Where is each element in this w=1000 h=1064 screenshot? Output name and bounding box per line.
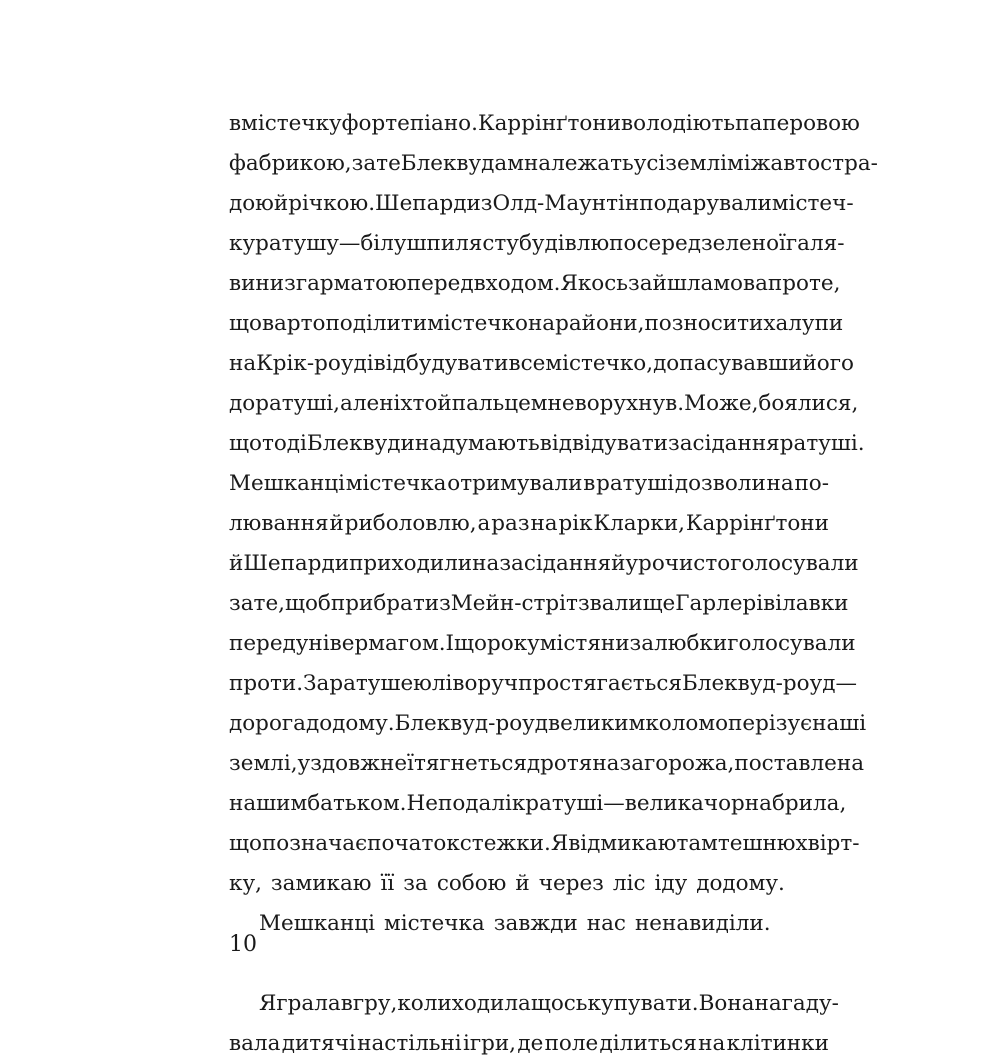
text-line: перед універмагом. І щороку містяни залюбки голосували (229, 631, 856, 656)
text-line: вини з гарматою перед входом. Якось зайшла мова про те, (229, 271, 841, 296)
text-line: нашим батьком. Неподалік ратуші — велика чорна брила, (229, 791, 847, 816)
text-line: лювання й риболовлю, а раз на рік Кларки, Каррінґтони (229, 511, 829, 536)
text-line: дорога додому. Блеквуд-роуд великим колом оперізує наші (229, 711, 867, 736)
text-line: що варто поділити містечко на райони, позносити халупи (229, 311, 844, 336)
text-line: що тоді Блеквуди надумають відвідувати засідання ратуші. (229, 431, 865, 456)
text-line: Я грала в гру, коли ходила щось купувати. Вона нагаду- (259, 991, 839, 1016)
body-text (229, 104, 878, 1064)
text-line: фабрикою, зате Блеквудам належать усі землі між автостра- (229, 151, 878, 176)
text-line: й Шепарди приходили на засідання й урочисто голосували (229, 551, 859, 576)
text-line: ку ратушу — білу шпилясту будівлю посеред зеленої галя- (229, 231, 845, 256)
text-line: в містечку фортепіано. Каррінґтони володіють паперовою (229, 111, 860, 136)
text-line: за те, щоб прибрати з Мейн-стріт звалище Гарлерів і лавки (229, 591, 849, 616)
text-line: вала дитячі настільні ігри, де поле ділиться на клітинки (229, 1031, 829, 1056)
text-line: Мешканці містечка завжди нас ненавиділи. (259, 911, 771, 936)
text-line: проти. За ратушею ліворуч простягається Блеквуд-роуд — (229, 671, 857, 696)
text-line: ку, замикаю її за собою й через ліс іду додому. (229, 871, 785, 896)
text-line: дою й річкою. Шепарди з Олд-Маунтін подарували містеч- (229, 191, 854, 216)
text-line: що позначає початок стежки. Я відмикаю тамтешню хвірт- (229, 831, 860, 856)
text-line: до ратуші, але ніхто й пальцем не ворухнув. Може, боялися, (229, 391, 859, 416)
section-break (229, 944, 829, 984)
text-line: землі, уздовж неї тягнеться дротяна загорожа, поставлена (229, 751, 865, 776)
text-line: Мешканці містечка отримували в ратуші дозволи на по- (229, 471, 829, 496)
page-number: 10 (229, 932, 257, 957)
text-line: на Крік-роуд і відбудувати все містечко, допасувавши його (229, 351, 854, 376)
